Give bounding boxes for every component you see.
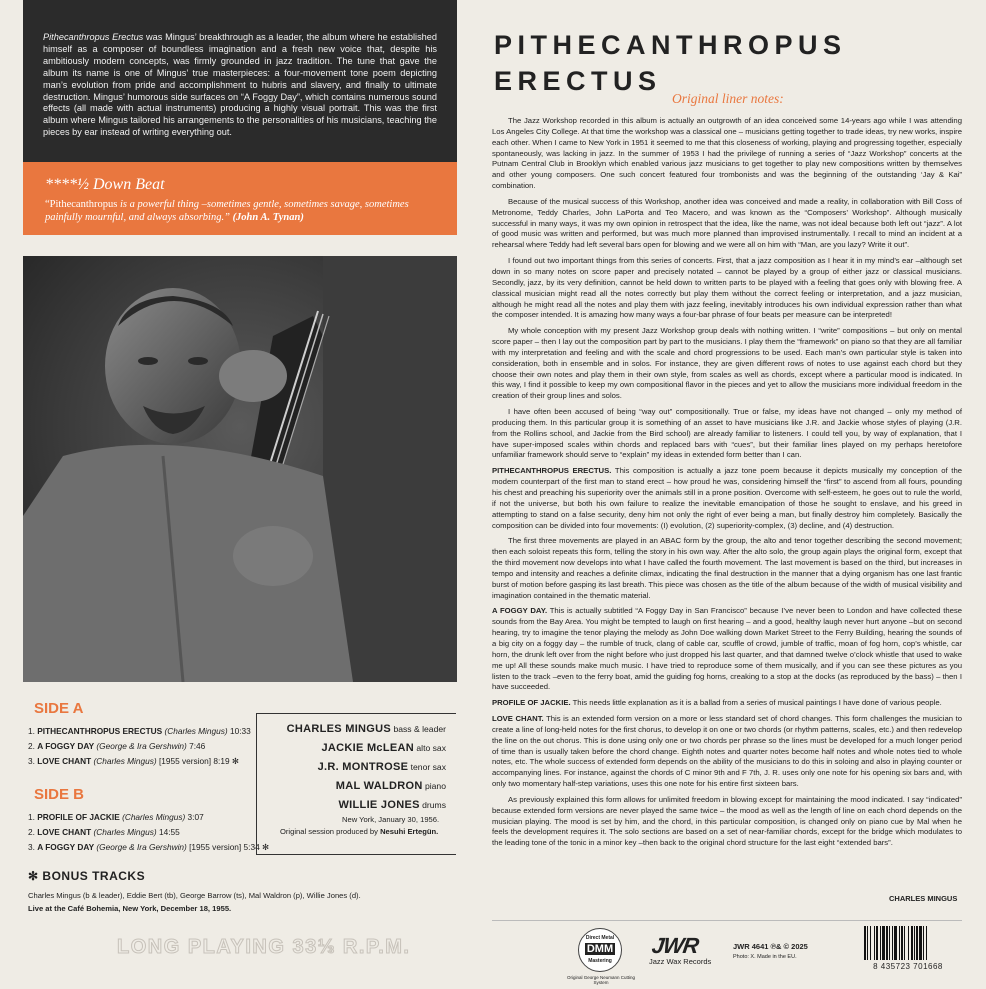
- liner-text: This is actually subtitled “A Foggy Day in San Francisco” because I’ve never been to London and have collected these sounds from the Bay Area. You might be tempted to laugh on first hearing – and a good, healthy laugh never hurt anyone –but on second hearing, try to imagine the tenor playing the melody as John Doe walking down Market Street to the Ferry Building, hearing the sounds of a big city on a foggy day – the rumble of truck, clang of cable car, scuffle of crowd, jumble of traffic, moan of fog horn, cop’s whistle, car horn, the drunk left over from the night before who just dropped his last quarter, and that damned twelve o’clock whistle that used to wake me up! All these sounds make much music. I have tried to reproduce some of them musically, and if you can see these pictures as you listen to the track –even to the ferry boat, amid the guiding fog horns, creaking to a stop at the docks (as reproduced by the bass) – then I have succeeded.: [492, 606, 963, 692]
- barcode-bar: [892, 926, 893, 960]
- liner-section-heading: A FOGGY DAY.: [492, 606, 548, 616]
- track-number: 2.: [28, 827, 35, 837]
- producer-name: Nesuhi Ertegün.: [380, 827, 439, 836]
- bonus-mark-icon: ✻: [231, 756, 239, 766]
- review-quote-start: “Pithecanthropus: [45, 199, 118, 210]
- producer-line: [280, 827, 438, 836]
- liner-paragraph: [492, 795, 962, 849]
- jwr-logo: JWR: [650, 933, 700, 958]
- musician-role: tenor sax: [410, 762, 446, 772]
- liner-signature: CHARLES MINGUS: [889, 894, 958, 903]
- dmm-logo: [578, 928, 622, 972]
- track-title: PROFILE OF JACKIE: [37, 812, 120, 822]
- barcode-bar: [867, 926, 868, 960]
- track-title: LOVE CHANT: [37, 756, 92, 766]
- liner-paragraph: [492, 714, 962, 790]
- side-b-heading: SIDE B: [34, 786, 85, 803]
- musician-name: MAL WALDRON: [335, 780, 423, 792]
- liner-text: This needs little explanation as it is a ballad from a series of musical paintings I have done of various people.: [570, 698, 942, 708]
- bonus-lineup: Charles Mingus (b & leader), Eddie Bert (tb), George Barrow (ts), Mal Waldron (p), Willie Jones (d).: [28, 891, 361, 900]
- barcode-bar: [874, 926, 875, 960]
- dmm-line2: Mastering: [588, 958, 612, 964]
- liner-paragraph: [492, 536, 962, 601]
- track-row: [28, 756, 239, 766]
- track-row: [28, 741, 205, 751]
- personnel-row: [336, 780, 446, 792]
- track-number: 3.: [28, 756, 35, 766]
- barcode-bar: [882, 926, 885, 960]
- barcode-bar: [911, 926, 913, 960]
- track-time: 10:33: [229, 726, 251, 736]
- musician-name: J.R. MONTROSE: [317, 761, 409, 773]
- track-time: 5:34: [243, 842, 260, 852]
- liner-paragraph: [492, 197, 962, 251]
- barcode-bar: [904, 926, 905, 960]
- barcode-bar: [870, 926, 871, 960]
- track-number: 1.: [28, 812, 35, 822]
- dmm-line1: Direct Metal: [585, 935, 615, 941]
- track-number: 3.: [28, 842, 35, 852]
- intro-body: was Mingus’ breakthrough as a leader, the album where he established himself as a composer of boundless imagination and a fresh new voice that, despite his ambitiously modern concepts, was firmly grounded in jazz tradition. The tune that gave the album its name is one of Mingus’ true masterpieces: a four-movement tone poem depicting man’s evolution from pride and accomplishment to hubris and slavery, and finally to ultimate destruction. Mingus’ humorous side surfaces on “A Foggy Day”, which contains numerous sound effects (all made with actual instruments) producing a highly visual portrait. This was the first album where Mingus tailored his arrangements to the personalities of his musicians, teaching the pieces by ear instead of writing everything out.: [43, 32, 437, 138]
- musician-name: JACKIE McLEAN: [321, 742, 414, 754]
- barcode-bar: [914, 926, 915, 960]
- bonus-venue: Live at the Café Bohemia, New York, December 18, 1955.: [28, 904, 232, 913]
- barcode-bar: [899, 926, 900, 960]
- personnel-row: [321, 742, 446, 754]
- musician-role: drums: [422, 800, 446, 810]
- liner-section-heading: LOVE CHANT.: [492, 714, 544, 724]
- barcode-bar: [864, 926, 866, 960]
- personnel-row: [318, 761, 446, 773]
- liner-text: I found out two important things from this series of concerts. First, that a jazz composition as I hear it in my mind’s ear –although set down in so many notes on score paper and precisely notated – cannot be played by a group of either jazz or classical musicians. Secondly, jazz, by its very definition, cannot be held down to written parts to be played with a feeling that goes only with blowing free. A classical musician might read all the notes correctly but play them without the correct feeling or interpretation, and a jazz musician, although he might read all the notes and play them with jazz feeling, inevitably introduces his own individual expression rather than what the composer intended. It is amazing how many ways a four-bar phrase of four beats per measure can be interpreted!: [492, 256, 962, 320]
- liner-paragraph: [492, 116, 962, 192]
- liner-text: The Jazz Workshop recorded in this album is actually an outgrowth of an idea conceived some 14-years ago while I was attending Los Angeles City College. At that time the workshop was a classical one – musicians getting together to trade ideas, try new works, inspire each other. When I came to New York in 1951 it seemed to me that this closeness of working, playing and progressing together, especially spontaneously, was lacking in jazz. In the summer of 1953 I had the privilege of running a series of “Jazz Workshop” concerts at the Putnam Central Club in Brooklyn which enabled various jazz musicians to get together to play new compositions written by themselves and other young composers. One such concert featured four trombonists and was the beginning of the outstanding ‘Jay & Kai” combination.: [492, 116, 962, 191]
- liner-text: My whole conception with my present Jazz Workshop group deals with nothing written. I “write” compositions – but only on mental score paper – then I lay out the composition part by part to the musicians. I play them the “framework” on piano so that they are all familiar with my interpretation and feeling and with the scale and chord progressions to be used. Each man’s own particular style is taken into consideration, both in ensemble and in solos. For instance, they are given different rows of notes to use against each chord but they choose their own notes and play them in their own style, from scales as well as chords, except where a particular mood is indicated. In this way, I find it possible to keep my own compositional flavor in the pieces and yet to allow the musicians more individual freedom in the creation of their group lines and solos.: [492, 326, 962, 401]
- barcode-bar: [926, 926, 927, 960]
- liner-text: Because of the musical success of this Workshop, another idea was conceived and made a reality, in collaboration with Bill Coss of Metronome, Teddy Charles, John LaPorta and Teo Macero, and was known as the “Composers’ Workshop”. Although musically successful in many ways, it was my own opinion in retrospect that the idea, like the name, was not ideal because both left out “jazz”. A lot of good music was written and performed, but was much more planned than improvised instrumentally. I recall to mind an incident at a rehearsal where Teddy had left several bars open for blowing and we were all on him with “Man, are you lazy? Write it out”.: [492, 196, 962, 250]
- bonus-mark: ✻: [28, 869, 39, 883]
- intro-album-name: Pithecanthropus Erectus: [43, 32, 144, 42]
- photo-illustration: [23, 256, 457, 682]
- track-version: [1955 version]: [189, 842, 242, 852]
- liner-text: This is an extended form version on a more or less standard set of chord changes. This form challenges the musician to create a line of long-held notes for the first chorus, to develop it on one or two chords (or rhythm patterns, scales, etc.) and then redevelop the line on the out chorus. This is done using only one or two chords per phrase so the lines must be developed for a much longer period of time than is usually taken before the chord change. Eighth notes and quarter notes become half notes and whole notes tied to whole notes, etc. The whole success of extended form depends on the ability of the musicians to do this in soloing and also in playing counter or accompanying lines. For instance, against the chords of C minor 9th and F 7th, J. R. uses only one note for his opening six bars and, with only two momentary half-step variations, uses this one note for his entire first sixteen bars.: [492, 714, 962, 789]
- liner-text: This composition is actually a jazz tone poem because it depicts musically my conception of the modern counterpart of the first man to stand erect – how proud he was, considering himself the “first” to ascend from all fours, pounding his chest and preaching his superiority over the animals still in a prone position. Overcome with self-esteem, he goes out to rule the world, if not the universe, but both his own failure to realize the inevitable emancipation of those he sought to enslave, and his greed in attempting to stand on a false security, deny him not only the right of ever being a man, but finally destroy him completely. Basically the composition can be divided into four movements: (I) evolution, (2) superiority-complex, (3) decline, and (4) destruction.: [492, 466, 962, 530]
- track-composer: (Charles Mingus): [164, 726, 228, 736]
- catalog-number: JWR 4641 ℗& © 2025: [733, 942, 808, 951]
- bonus-mark-icon: ✻: [262, 842, 269, 852]
- liner-paragraph: [492, 407, 962, 461]
- producer-label: Original session produced by: [280, 827, 378, 836]
- jwr-caption: Jazz Wax Records: [649, 957, 712, 966]
- dmm-caption: Original George Neumann Cutting System: [566, 975, 636, 985]
- barcode-bar: [923, 926, 924, 960]
- recording-date: New York, January 30, 1956.: [342, 815, 440, 824]
- barcode-bar: [916, 926, 918, 960]
- track-composer: (Charles Mingus): [93, 827, 157, 837]
- barcode-bar: [889, 926, 890, 960]
- track-version: [1955 version]: [158, 756, 212, 766]
- musician-role: bass & leader: [393, 724, 446, 734]
- track-composer: (Charles Mingus): [93, 756, 157, 766]
- dmm-logo-text: DMM: [586, 943, 614, 955]
- review-quote-body: is a powerful thing –sometimes gentle, sometimes savage, sometimes painfully mournful, and always absorbing.”: [45, 199, 409, 223]
- track-row: [28, 827, 180, 837]
- track-title: LOVE CHANT: [37, 827, 92, 837]
- liner-paragraph: [492, 606, 962, 693]
- barcode-bar: [886, 926, 888, 960]
- barcode: [862, 926, 954, 972]
- liner-section-heading: PROFILE OF JACKIE.: [492, 698, 571, 708]
- review-rating: ****½ Down Beat: [45, 176, 165, 193]
- title-line-2: ERECTUS: [494, 66, 662, 96]
- track-time: 8:19: [213, 756, 230, 766]
- track-time: 14:55: [158, 827, 180, 837]
- personnel-row: [287, 723, 446, 735]
- musician-role: alto sax: [416, 743, 446, 753]
- track-title: A FOGGY DAY: [37, 842, 95, 852]
- liner-paragraph: [492, 698, 962, 709]
- barcode-bar: [894, 926, 897, 960]
- liner-paragraph: [492, 256, 962, 321]
- intro-box: [23, 0, 457, 162]
- personnel-row: [339, 799, 447, 811]
- musician-name: CHARLES MINGUS: [286, 723, 392, 735]
- liner-paragraph: [492, 466, 962, 531]
- track-row: [28, 726, 251, 736]
- track-composer: (George & Ira Gershwin): [96, 842, 187, 852]
- liner-section-heading: PITHECANTHROPUS ERECTUS.: [492, 466, 612, 476]
- track-composer: (George & Ira Gershwin): [96, 741, 187, 751]
- bonus-heading-text: BONUS TRACKS: [42, 869, 146, 883]
- track-number: 2.: [28, 741, 35, 751]
- title-line-1: PITHECANTHROPUS: [494, 30, 847, 60]
- side-a-heading: SIDE A: [34, 700, 84, 717]
- track-time: 3:07: [187, 812, 204, 822]
- intro-text: [43, 32, 437, 139]
- lp-banner: LONG PLAYING 33⅓ R.P.M.: [117, 936, 411, 958]
- photo-credits: Photo: X. Made in the EU.: [733, 954, 797, 960]
- barcode-bar: [919, 926, 922, 960]
- mingus-photo: [23, 256, 457, 682]
- musician-role: piano: [424, 781, 446, 791]
- musician-name: WILLIE JONES: [338, 799, 420, 811]
- review-quote: [45, 198, 435, 224]
- bonus-heading: [28, 869, 145, 883]
- track-row: [28, 812, 204, 822]
- liner-text: I have often been accused of being “way out” compositionally. True or false, my ideas have not changed – only my method of producing them. In this particular group it is something of an asset to have musicians like J.R. and Jackie whose styles of playing (J.R. from the Rollins school, and Jackie from the Bird school) are already familiar to listeners. I could tell you, by way of explanation, that I have super-imposed scales within chords and replaced bars with “cues”, but their familiar lines played on my perhaps heretofore unfamiliar framework should serve to “explain” my ideas in extended form better than I can.: [492, 407, 962, 460]
- barcode-bar: [880, 926, 881, 960]
- barcode-bar: [876, 926, 878, 960]
- barcode-bar: [908, 926, 909, 960]
- footer-divider: [492, 920, 962, 921]
- review-author: (John A. Tynan): [232, 212, 304, 223]
- personnel-box: [256, 713, 456, 855]
- track-row: [28, 842, 269, 852]
- barcode-bar: [901, 926, 903, 960]
- track-title: PITHECANTHROPUS ERECTUS: [37, 726, 163, 736]
- liner-notes: [492, 116, 962, 854]
- liner-text: As previously explained this form allows for unlimited freedom in blowing except for maintaining the mood indicated. I say “indicated” because extended form versions are never played the same twice – the mood as well as the length of line on each chord depends on the musician playing. The mood is set by him, and the chord, in this particular composition, is changed only on piano cue by Mal when he feels the development requires it. The solo sections are based on a set of near-familiar chords, except for the bridge which modulates to the leading tone of the tonic in a minor key –then back to the original chord structure for the last eight “extended bars”.: [492, 794, 962, 848]
- liner-paragraph: [492, 326, 962, 402]
- track-time: 7:46: [189, 741, 206, 751]
- liner-notes-subtitle: Original liner notes:: [672, 91, 784, 106]
- track-title: A FOGGY DAY: [37, 741, 95, 751]
- review-box: [23, 162, 457, 235]
- track-composer: (Charles Mingus): [122, 812, 186, 822]
- barcode-number: 8 435723 701668: [873, 962, 943, 971]
- liner-text: The first three movements are played in an ABAC form by the group, the alto and tenor together describing the second movement; then each soloist repeats this form, telling the story in his own way. After the alto solo, the group again plays the original form, except that the third movement now develops into what I have called the fourth movement. The last movement is based on the third, but increases in tempo and intensity and reaches a definite climax, indicating the final destruction in the manner that a dying organism has one last frantic burst of motion before gasping its last breath. This piece was chosen as the title of the album because of the width of musical visibility and imagination contained in the thematic material.: [492, 536, 962, 600]
- track-number: 1.: [28, 726, 35, 736]
